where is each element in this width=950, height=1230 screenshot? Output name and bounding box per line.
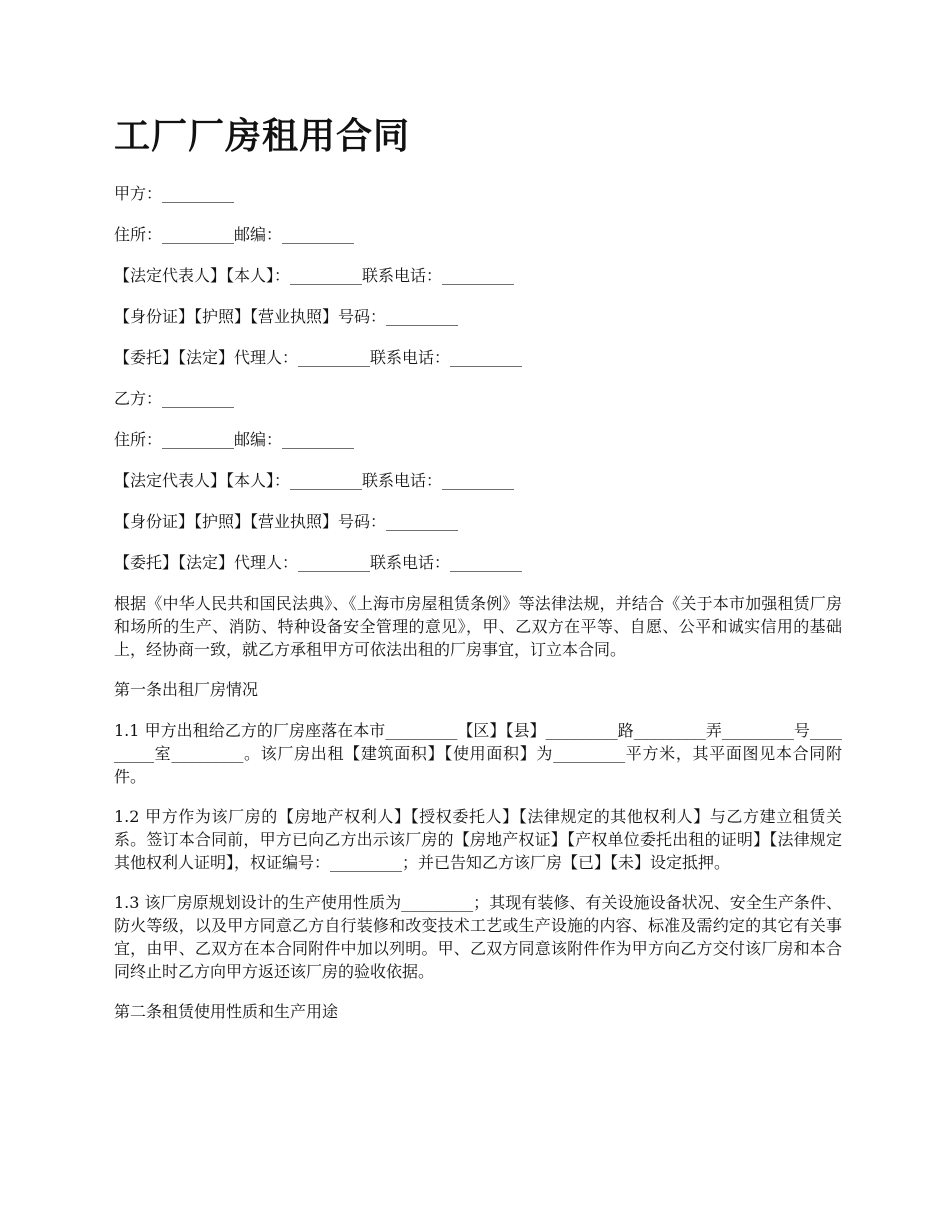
- party-a-address: 住所：_________邮编：_________: [114, 225, 355, 244]
- party-a-agent: 【委托】【法定】代理人：_________联系电话：_________: [114, 348, 523, 367]
- preamble-paragraph: 根据《中华人民共和国民法典》、《上海市房屋租赁条例》等法律法规，并结合《关于本市加强租赁厂房和场所的生产、消防、特种设备安全管理的意见》，甲、乙双方在平等、自愿、公平和诚实信用的基础上，经协商一致，就乙方承租甲方可依法出租的厂房事宜，订立本合同。: [114, 594, 842, 659]
- party-b-address: 住所：_________邮编：_________: [114, 430, 355, 449]
- contract-page: [114, 108, 842, 1041]
- party-b-id-number: 【身份证】【护照】【营业执照】号码：_________: [114, 512, 459, 531]
- party-b-agent: 【委托】【法定】代理人：_________联系电话：_________: [114, 553, 523, 572]
- clause-1-2: 1.2 甲方作为该厂房的【房地产权利人】【授权委托人】【法律规定的其他权利人】与乙方建立租赁关系。签订本合同前，甲方已向乙方出示该厂房的【房地产权证】【产权单位委托出租的证明】【法律规定其他权利人证明】，权证编号：_________；并已告知乙方该厂房【已】【未】设定抵押。: [114, 807, 842, 872]
- party-a-id-number: 【身份证】【护照】【营业执照】号码：_________: [114, 307, 459, 326]
- party-a-name: 甲方：_________: [114, 184, 235, 203]
- document-title: 工厂厂房租用合同: [114, 115, 411, 157]
- party-a-representative: 【法定代表人】【本人】：_________联系电话：_________: [114, 266, 515, 285]
- article-1-heading: 第一条出租厂房情况: [114, 680, 259, 699]
- clause-1-3: 1.3 该厂房原规划设计的生产使用性质为_________；其现有装修、有关设施设备状况、安全生产条件、防火等级，以及甲方同意乙方自行装修和改变技术工艺或生产设施的内容、标准及需约定的其它有关事宜，由甲、乙双方在本合同附件中加以列明。甲、乙双方同意该附件作为甲方向乙方交付该厂房和本合同终止时乙方向甲方返还该厂房的验收依据。: [114, 893, 842, 981]
- party-a-section: [114, 182, 842, 369]
- party-b-name: 乙方：_________: [114, 389, 235, 408]
- article-2-heading: 第二条租赁使用性质和生产用途: [114, 1002, 339, 1021]
- clause-1-1: 1.1 甲方出租给乙方的厂房座落在本市_________【区】【县】_________路_________弄_________号_________室_________。该厂房出租【建筑面积】【使用面积】为_________平方米，其平面图见本合同附件。: [114, 721, 842, 786]
- party-b-representative: 【法定代表人】【本人】：_________联系电话：_________: [114, 471, 515, 490]
- party-b-section: [114, 387, 842, 574]
